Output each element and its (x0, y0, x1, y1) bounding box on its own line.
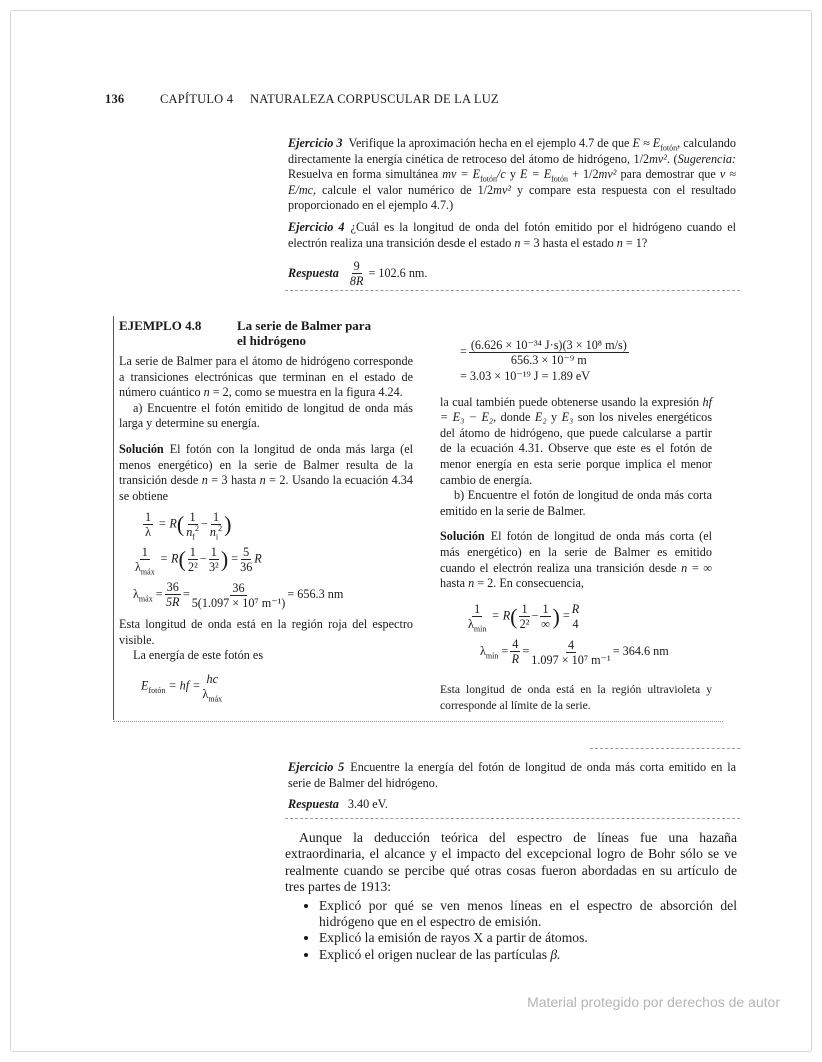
exercise-4 (288, 220, 736, 251)
example-left-rule (113, 316, 114, 720)
equation-lambda-max (133, 580, 413, 611)
fraction (240, 545, 252, 574)
text: , calcule el valor numérico de 1/2 (313, 182, 494, 197)
denominator: 1.097 × 10⁷ m⁻¹ (531, 653, 611, 668)
exercise-label: Ejercicio 3 (288, 136, 343, 150)
text: Verifique la aproximación hecha en el ejemplo 4.7 de que (348, 136, 633, 150)
exercise-3 (288, 136, 736, 296)
page-number: 136 (105, 92, 125, 106)
math: = (522, 644, 530, 659)
text: Encuentre la energía del fotón de longitud de onda más corta emitido en la serie de Balmer del hidrógeno. (288, 760, 736, 790)
numerator: 36 (232, 581, 245, 596)
exercise-5 (288, 760, 736, 813)
paren: ) (220, 547, 229, 573)
math: n (209, 525, 216, 540)
denominator: 5R (165, 595, 180, 610)
answer-label: Respuesta (288, 797, 339, 812)
fraction (572, 602, 579, 632)
equation-photon-energy (141, 672, 413, 702)
numerator: 4 (512, 637, 519, 652)
math-sub: fotón (551, 174, 569, 184)
math: λ (480, 644, 486, 659)
exercise-4-answer (288, 259, 736, 290)
numerator: 1 (189, 510, 196, 525)
math: mv² (493, 182, 512, 197)
exercise-label: Ejercicio 4 (288, 219, 345, 234)
list-item: • Explicó la emisión de rayos X a partir de átomos. (319, 930, 737, 946)
denominator: 2² (187, 560, 198, 575)
solution-b (440, 529, 712, 591)
math: n (186, 525, 193, 540)
math-sub: fotón (480, 174, 498, 184)
math: β. (550, 946, 561, 962)
math: = R (491, 608, 511, 623)
math: E = E (519, 167, 552, 182)
denominator: 2² (519, 617, 530, 632)
numerator: 36 (166, 580, 179, 595)
fraction (165, 580, 181, 611)
text: = ∞ hasta (440, 560, 712, 591)
text: para demostrar que (616, 167, 720, 182)
text: Resuelva en forma simultánea (288, 167, 443, 182)
numerator: 1 (212, 510, 220, 525)
part-a: a) Encuentre el fotón emitido de longitud de onda más larga y determine su energía. (119, 400, 413, 431)
text: y (546, 410, 562, 425)
intro (119, 354, 413, 401)
math-sub: fotón (660, 143, 678, 153)
text: La energía de este fotón es (133, 648, 264, 663)
math: − (199, 551, 207, 566)
result: = 656.3 nm (287, 587, 344, 602)
denominator: ∞ (541, 617, 550, 632)
text: = 2, como se muestra en la figura 4.24. (209, 385, 403, 400)
list-item: • Explicó por qué se ven menos líneas en el espectro de absorción del hidrógeno que en el espectro de emisión. (319, 898, 737, 931)
math: n (616, 235, 623, 250)
math-sub: máx (138, 594, 153, 604)
math: mv² (649, 151, 667, 166)
text: Explicó el origen nuclear de las partículas (319, 946, 551, 962)
text: Sugerencia: (677, 151, 736, 166)
paren: ( (510, 603, 518, 629)
divider (285, 818, 740, 819)
math: n (203, 385, 210, 400)
exercise-label: Ejercicio 5 (288, 760, 345, 774)
divider (590, 748, 740, 749)
numerator: 1 (189, 545, 196, 560)
numerator: (6.626 × 10⁻³⁴ J·s)(3 × 10⁸ m/s) (470, 338, 627, 352)
text: la cual también puede obtenerse usando la expresión (440, 394, 703, 409)
math: n (514, 235, 521, 250)
numerator: 1 (521, 602, 528, 617)
denominator: 36 (240, 560, 253, 575)
denominator (468, 617, 487, 634)
text: + 1/2 (568, 167, 599, 182)
math: − (531, 608, 539, 623)
denominator (186, 524, 199, 542)
math: = R (158, 516, 177, 531)
text: , calculando directamente la energía cinética de retroceso del átomo de hidrógeno, 1/2 (288, 136, 736, 166)
math-sub: mín (473, 624, 487, 634)
numerator: 1 (474, 602, 481, 617)
fraction (209, 510, 223, 542)
text: Esta longitud de onda está en la región roja del espectro visible. (119, 616, 413, 647)
equation-energy-numeric (460, 338, 712, 367)
list-item (319, 947, 737, 963)
equation-rydberg (141, 510, 413, 542)
math: n (468, 576, 475, 591)
solution-a (119, 442, 413, 504)
math-sub: máx (208, 694, 223, 704)
math: λ (133, 587, 139, 602)
denominator: 3² (208, 560, 219, 575)
math: = (501, 644, 509, 659)
example-title-line: el hidrógeno (237, 333, 306, 348)
fraction (143, 510, 153, 539)
math: n (259, 473, 266, 488)
text: ¿Cuál es la longitud de onda del fotón emitido por el hidrógeno cuando el electrón realiza una transición desde el estado (288, 219, 736, 250)
denominator: 5(1.097 × 10⁷ m⁻¹) (191, 596, 286, 611)
numerator: 9 (353, 259, 360, 274)
text: , donde (493, 410, 535, 425)
chapter-label: CAPÍTULO 4 (160, 92, 234, 106)
math: E ≈ E (632, 136, 661, 150)
math: λ (202, 687, 209, 702)
text: = 2. En consecuencia, (474, 576, 584, 591)
math-sub: máx (140, 567, 155, 577)
text: El fotón de longitud de onda más corta (el más energético) en la serie de Balmer es emitido cuando el electrón realiza una transición desde (440, 529, 712, 575)
paren: ( (178, 547, 186, 573)
bullet-list (285, 898, 737, 964)
copyright-watermark: Material protegido por derechos de autor (527, 994, 780, 1010)
text: La serie de Balmer para el átomo de hidrógeno corresponde a transiciones electrónicas que terminan en el estado de número cuántico (119, 354, 413, 400)
text: = 1? (622, 235, 648, 250)
fraction (519, 602, 529, 631)
numerator: R (571, 601, 580, 616)
math: = (460, 344, 467, 359)
numerator: 1 (141, 545, 148, 560)
fraction (188, 545, 198, 574)
fraction (510, 637, 520, 668)
math: mv = E (442, 167, 481, 182)
math: λ (135, 560, 141, 575)
equation-lambda-max-inverse (133, 545, 413, 577)
fraction (186, 510, 199, 542)
math: − (200, 516, 208, 531)
example-label: EJEMPLO 4.8 (119, 318, 202, 333)
math: E₂ (534, 410, 547, 425)
math: mv² (598, 167, 617, 182)
numerator: 1 (145, 510, 152, 525)
paren: ) (224, 512, 232, 538)
math-sub: f (192, 532, 195, 542)
example-title (119, 318, 413, 348)
answer-label: Respuesta (288, 266, 339, 281)
math: = R (159, 551, 179, 566)
numerator: 5 (243, 545, 250, 560)
fraction (468, 602, 487, 634)
equation-lambda-min-inverse (466, 602, 712, 632)
fraction (469, 338, 629, 367)
math-sub: mín (485, 651, 499, 661)
text: = 2. Usando la ecuación 4.34 se obtiene (119, 473, 413, 503)
fraction (209, 545, 219, 574)
example-left-column (119, 318, 413, 707)
fraction (350, 259, 364, 290)
answer-value: 3.40 eV. (347, 797, 388, 812)
math-sub: i (215, 532, 219, 542)
math: = (155, 587, 163, 602)
math-sup: 2 (194, 524, 199, 534)
denominator (209, 524, 223, 542)
denominator (135, 560, 155, 577)
text: El fotón con la longitud de onda más larga (el menos energético) en la serie de Balmer resulta de la transición desde (119, 441, 413, 488)
text: = 3 hasta el estado (520, 235, 617, 250)
paren: ( (176, 512, 185, 538)
solution-label: Solución (440, 529, 485, 544)
fraction (192, 581, 286, 610)
answer-value: = 102.6 nm. (368, 266, 428, 281)
math: = (182, 587, 190, 602)
text: y compare esta respuesta con el resultado proporcionado en el ejemplo 4.7.) (288, 182, 736, 213)
denominator: 656.3 × 10⁻⁹ m (510, 353, 587, 367)
fraction (135, 545, 155, 577)
paragraph: Aunque la deducción teórica del espectro de líneas fue una hazaña extraordinaria, el alcance y el impacto del excepcional logro de Bohr sólo se ve realmente cuando se percibe qué otras cosas fueron abordadas en su artículo de tres partes de 1913: (285, 830, 737, 895)
equation-lambda-min (480, 637, 712, 668)
math-sub: fotón (148, 685, 166, 695)
solution-label: Solución (119, 441, 164, 456)
math: /c (497, 167, 506, 182)
text: y (505, 167, 520, 182)
numerator: hc (206, 671, 219, 686)
denominator: λ (145, 525, 151, 540)
math-sup: 2 (218, 524, 223, 534)
math: E (141, 678, 149, 693)
math: λ (468, 617, 474, 632)
math: E₃ (561, 410, 574, 425)
part-b: b) Encuentre el fotón de longitud de onda más corta emitido en la serie de Balmer. (440, 488, 712, 518)
paren: ) (552, 603, 560, 629)
math: = (562, 608, 570, 623)
denominator: 4 (572, 617, 579, 632)
math: v ≈ E/mc (288, 167, 736, 197)
example-title-line: La serie de Balmer para (237, 318, 372, 333)
math: hf = E₃ − E₂ (440, 394, 712, 425)
text: . ( (666, 151, 678, 166)
text: son los niveles energéticos del átomo de hidrógeno, que puede calcularse a partir de la ecuación 4.31. Observe que este es el fotón de menor energía en esta serie porque implica el menor cambio de energía. (440, 410, 713, 487)
divider (285, 290, 740, 291)
body-text (285, 830, 737, 963)
text: Esta longitud de onda está en la región ultravioleta y corresponde al límite de la serie. (440, 682, 712, 712)
fraction (540, 602, 550, 631)
math: n (201, 473, 208, 488)
energy-result: = 3.03 × 10⁻¹⁹ J = 1.89 eV (460, 369, 591, 383)
denominator (202, 687, 223, 704)
text (440, 395, 712, 489)
text: = 3 hasta (207, 473, 260, 488)
math: R (254, 551, 262, 566)
math: = (231, 551, 239, 566)
numerator: 4 (567, 638, 575, 653)
chapter-title: NATURALEZA CORPUSCULAR DE LA LUZ (250, 92, 499, 106)
numerator: 1 (542, 602, 549, 617)
divider (113, 721, 723, 722)
math: n (681, 560, 688, 575)
denominator: R (511, 652, 520, 667)
example-right-column (440, 338, 712, 713)
fraction (531, 638, 610, 667)
math: = hf = (168, 678, 201, 693)
fraction (202, 672, 222, 702)
denominator: 8R (349, 274, 364, 289)
numerator: 1 (210, 545, 217, 560)
result: = 364.6 nm (612, 644, 669, 659)
